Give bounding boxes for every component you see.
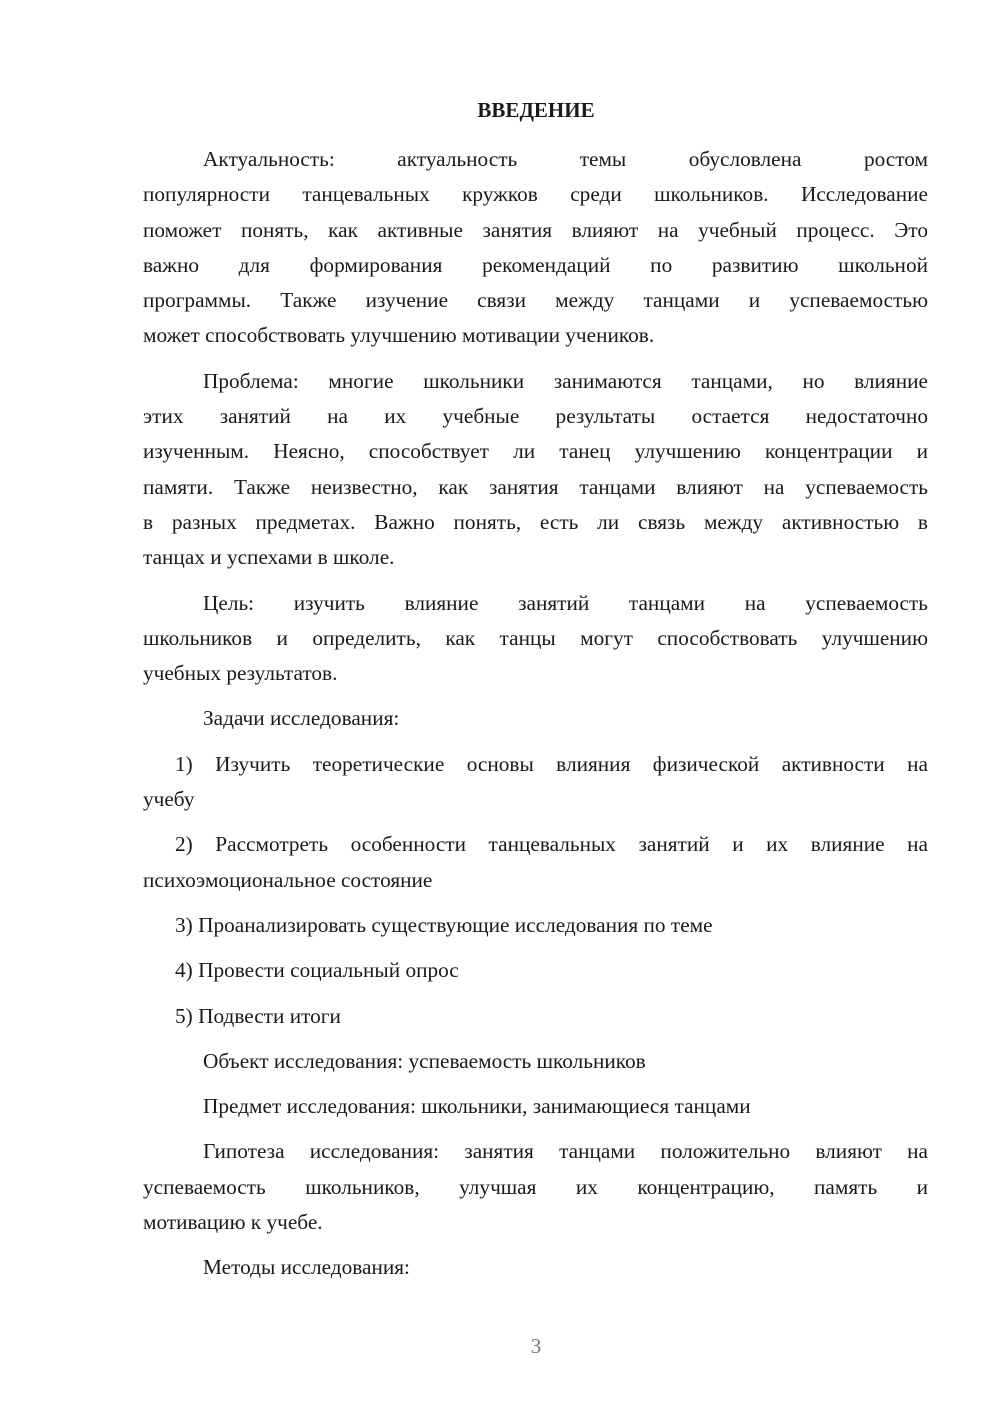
text-line: изученным. Неясно, способствует ли танец улучшению концентрации и [143,439,928,464]
text-line: учебу [143,787,195,812]
text-line: Объект исследования: успеваемость школьников [203,1048,646,1073]
text-line: Задачи исследования: [203,706,400,731]
list-item [143,747,928,818]
text-line: Предмет исследования: школьники, занимающиеся танцами [203,1094,751,1119]
text-line: школьников и определить, как танцы могут способствовать улучшению [143,625,928,650]
text-line: танцах и успехами в школе. [143,545,395,570]
list-item [143,827,928,898]
text-line: 5) Подвести итоги [175,1003,341,1028]
text-line: 2) Рассмотреть особенности танцевальных занятий и их влияние на [175,832,928,857]
text-line: может способствовать улучшению мотивации учеников. [143,323,655,348]
text-line: поможет понять, как активные занятия влияют на учебный процесс. Это [143,217,928,242]
paragraph [143,701,928,736]
text-line: важно для формирования рекомендаций по развитию школьной [143,252,928,277]
page-number: 3 [530,1334,542,1358]
text-line: Проблема: многие школьники занимаются танцами, но влияние [203,368,928,393]
text-line: учебных результатов. [143,661,338,686]
text-line: популярности танцевальных кружков среди школьников. Исследование [143,182,928,207]
text-line: программы. Также изучение связи между танцами и успеваемостью [143,288,928,313]
text-line: 3) Проанализировать существующие исследования по теме [175,912,713,937]
paragraph [143,1250,928,1285]
text-line: психоэмоциональное состояние [143,867,433,892]
paragraph [143,142,928,354]
text-line: мотивацию к учебе. [143,1210,323,1235]
text-line: Методы исследования: [203,1255,410,1280]
section-title: ВВЕДЕНИЕ [477,98,595,122]
text-line: успеваемость школьников, улучшая их концентрацию, память и [143,1174,928,1199]
paragraph [143,1089,928,1124]
text-line: Актуальность: актуальность темы обусловлена ростом [203,147,928,171]
text-line: этих занятий на их учебные результаты остается недостаточно [143,404,928,429]
text-line: Цель: изучить влияние занятий танцами на успеваемость [203,590,928,615]
list-item [143,908,928,943]
text-line: в разных предметах. Важно понять, есть ли связь между активностью в [143,509,928,534]
paragraph [143,1044,928,1079]
document-body [143,142,928,1296]
text-line: памяти. Также неизвестно, как занятия танцами влияют на успеваемость [143,474,928,499]
list-item [143,999,928,1034]
list-item [143,953,928,988]
text-line: 1) Изучить теоретические основы влияния физической активности на [175,751,928,776]
paragraph [143,586,928,692]
text-line: 4) Провести социальный опрос [175,958,459,983]
paragraph [143,1134,928,1240]
text-line: Гипотеза исследования: занятия танцами положительно влияют на [203,1139,928,1164]
paragraph [143,364,928,576]
